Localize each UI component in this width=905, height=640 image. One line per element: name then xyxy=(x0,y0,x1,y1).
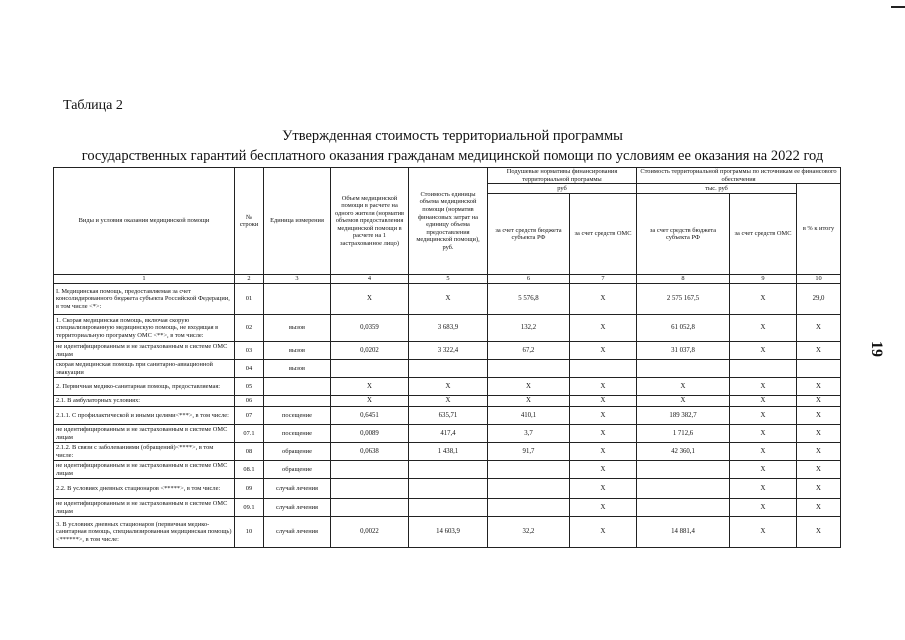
row-budget-per-capita: 3,7 xyxy=(488,425,570,443)
row-volume xyxy=(331,360,409,378)
row-unit: обращение xyxy=(264,443,331,461)
row-name: 2. Первичная медико-санитарная помощь, предоставляемая: xyxy=(54,378,235,396)
row-unit: случай лечения xyxy=(264,499,331,517)
row-budget-total: 31 037,8 xyxy=(637,342,730,360)
header-col3: Единица измерения xyxy=(264,168,331,275)
corner-mark xyxy=(891,6,905,8)
table-row xyxy=(54,499,841,517)
row-name: не идентифицированным и не застрахованным в системе ОМС лицам xyxy=(54,461,235,479)
row-unit: посещение xyxy=(264,407,331,425)
row-unit-cost: 3 683,9 xyxy=(409,315,488,342)
row-name: 2.2. В условиях дневных стационаров <*****>, в том числе: xyxy=(54,479,235,499)
row-number: 09.1 xyxy=(235,499,264,517)
row-oms-total: Х xyxy=(730,461,797,479)
header-group1-unit: руб xyxy=(488,184,637,194)
row-budget-per-capita: 5 576,8 xyxy=(488,284,570,315)
row-unit: случай лечения xyxy=(264,479,331,499)
row-volume: 0,6451 xyxy=(331,407,409,425)
row-unit-cost: 3 322,4 xyxy=(409,342,488,360)
col-number: 9 xyxy=(730,275,797,284)
row-oms-total: Х xyxy=(730,342,797,360)
page-number: 19 xyxy=(868,341,885,357)
row-number: 02 xyxy=(235,315,264,342)
row-name: не идентифицированным и не застрахованным в системе ОМС лицам xyxy=(54,499,235,517)
row-number: 05 xyxy=(235,378,264,396)
header-col2: № строки xyxy=(235,168,264,275)
row-unit xyxy=(264,396,331,407)
row-budget-total: 1 712,6 xyxy=(637,425,730,443)
row-unit-cost xyxy=(409,360,488,378)
row-percent: Х xyxy=(797,396,841,407)
row-percent: 29,0 xyxy=(797,284,841,315)
row-oms-total: Х xyxy=(730,315,797,342)
header-col9: за счет средств ОМС xyxy=(730,194,797,275)
title-line-2: государственных гарантий бесплатного оказания гражданам медицинской помощи по условиям ее оказания на 2022 год xyxy=(81,148,824,164)
row-oms-per-capita: Х xyxy=(570,342,637,360)
row-percent: Х xyxy=(797,443,841,461)
row-budget-total xyxy=(637,360,730,378)
row-budget-total xyxy=(637,479,730,499)
row-budget-per-capita: Х xyxy=(488,396,570,407)
row-number: 03 xyxy=(235,342,264,360)
row-budget-per-capita xyxy=(488,499,570,517)
row-budget-per-capita: Х xyxy=(488,378,570,396)
row-budget-per-capita xyxy=(488,360,570,378)
row-volume: Х xyxy=(331,284,409,315)
row-budget-total: Х xyxy=(637,396,730,407)
row-oms-total: Х xyxy=(730,396,797,407)
row-name: I. Медицинская помощь, предоставляемая за счет консолидированного бюджета субъекта Российской Федерации, в том числе <*>: xyxy=(54,284,235,315)
row-number: 08.1 xyxy=(235,461,264,479)
row-budget-total: 14 881,4 xyxy=(637,517,730,548)
row-percent: Х xyxy=(797,315,841,342)
row-name: не идентифицированным и не застрахованным в системе ОМС лицам xyxy=(54,342,235,360)
col-number: 6 xyxy=(488,275,570,284)
col-number: 5 xyxy=(409,275,488,284)
header-group2-unit: тыс. руб xyxy=(637,184,797,194)
row-percent: Х xyxy=(797,342,841,360)
row-budget-per-capita xyxy=(488,479,570,499)
header-col5: Стоимость единицы объема медицинской помощи (норматив финансовых затрат на единицу объема предоставления медицинской помощи), руб. xyxy=(409,168,488,275)
row-budget-total xyxy=(637,499,730,517)
row-unit-cost xyxy=(409,499,488,517)
row-oms-total: Х xyxy=(730,284,797,315)
col-number: 2 xyxy=(235,275,264,284)
header-col10: в % к итогу xyxy=(797,184,841,275)
row-oms-per-capita: Х xyxy=(570,517,637,548)
row-number: 01 xyxy=(235,284,264,315)
row-name: 2.1.2. В связи с заболеваниями (обращений)<****>, в том числе: xyxy=(54,443,235,461)
row-oms-per-capita xyxy=(570,360,637,378)
row-volume: 0,0638 xyxy=(331,443,409,461)
row-percent: Х xyxy=(797,499,841,517)
row-name: не идентифицированным и не застрахованным в системе ОМС лицам xyxy=(54,425,235,443)
table-label: Таблица 2 xyxy=(63,98,123,113)
row-unit: случай лечения xyxy=(264,517,331,548)
row-unit-cost xyxy=(409,479,488,499)
table-row xyxy=(54,425,841,443)
row-unit: вызов xyxy=(264,342,331,360)
row-percent: Х xyxy=(797,479,841,499)
row-name: 3. В условиях дневных стационаров (первичная медико-санитарная помощь, специализированная медицинская помощь) <******>, в том числе: xyxy=(54,517,235,548)
table-row xyxy=(54,342,841,360)
row-oms-total xyxy=(730,360,797,378)
row-unit: обращение xyxy=(264,461,331,479)
row-number: 09 xyxy=(235,479,264,499)
row-budget-per-capita: 67,2 xyxy=(488,342,570,360)
row-unit xyxy=(264,378,331,396)
title-line-1: Утвержденная стоимость территориальной программы xyxy=(282,128,623,144)
row-unit-cost: Х xyxy=(409,378,488,396)
col-number: 1 xyxy=(54,275,235,284)
row-unit-cost: 1 438,1 xyxy=(409,443,488,461)
row-budget-total: 189 382,7 xyxy=(637,407,730,425)
row-unit-cost: 635,71 xyxy=(409,407,488,425)
row-unit: вызов xyxy=(264,360,331,378)
table-row xyxy=(54,461,841,479)
row-budget-total: Х xyxy=(637,378,730,396)
row-unit-cost: 14 603,9 xyxy=(409,517,488,548)
col-number: 4 xyxy=(331,275,409,284)
row-unit-cost: 417,4 xyxy=(409,425,488,443)
col-number: 7 xyxy=(570,275,637,284)
row-unit-cost: Х xyxy=(409,396,488,407)
row-unit-cost xyxy=(409,461,488,479)
row-budget-per-capita: 32,2 xyxy=(488,517,570,548)
row-unit-cost: Х xyxy=(409,284,488,315)
row-oms-per-capita: Х xyxy=(570,284,637,315)
table-row xyxy=(54,396,841,407)
row-number: 07 xyxy=(235,407,264,425)
row-oms-total: Х xyxy=(730,499,797,517)
header-col1: Виды и условия оказания медицинской помощи xyxy=(54,168,235,275)
column-number-row xyxy=(54,275,841,284)
row-number: 04 xyxy=(235,360,264,378)
col-number: 3 xyxy=(264,275,331,284)
row-oms-per-capita: Х xyxy=(570,315,637,342)
table-row xyxy=(54,360,841,378)
row-budget-per-capita: 132,2 xyxy=(488,315,570,342)
row-volume: 0,0089 xyxy=(331,425,409,443)
header-col4: Объем медицинской помощи в расчете на одного жителя (норматив объемов предоставления медицинской помощи в расчете на 1 застрахованное лицо) xyxy=(331,168,409,275)
row-percent xyxy=(797,360,841,378)
col-number: 8 xyxy=(637,275,730,284)
row-volume xyxy=(331,461,409,479)
row-volume: Х xyxy=(331,378,409,396)
row-oms-total: Х xyxy=(730,443,797,461)
row-volume xyxy=(331,479,409,499)
row-oms-total: Х xyxy=(730,479,797,499)
row-budget-per-capita xyxy=(488,461,570,479)
row-budget-per-capita: 410,1 xyxy=(488,407,570,425)
table-body xyxy=(54,284,841,548)
row-oms-total: Х xyxy=(730,517,797,548)
row-name: 2.1.1. С профилактической и иными целями<***>, в том числе: xyxy=(54,407,235,425)
row-unit: посещение xyxy=(264,425,331,443)
table-row xyxy=(54,479,841,499)
row-budget-total: 61 052,8 xyxy=(637,315,730,342)
header-group2: Стоимость территориальной программы по источникам ее финансового обеспечения xyxy=(637,168,841,184)
row-oms-per-capita: Х xyxy=(570,378,637,396)
row-oms-per-capita: Х xyxy=(570,407,637,425)
row-volume: 0,0022 xyxy=(331,517,409,548)
row-oms-total: Х xyxy=(730,407,797,425)
row-oms-per-capita: Х xyxy=(570,396,637,407)
table-row xyxy=(54,378,841,396)
row-percent: Х xyxy=(797,407,841,425)
row-volume: Х xyxy=(331,396,409,407)
cost-table xyxy=(53,167,841,548)
col-number: 10 xyxy=(797,275,841,284)
row-volume xyxy=(331,499,409,517)
header-col6: за счет средств бюджета субъекта РФ xyxy=(488,194,570,275)
row-oms-per-capita: Х xyxy=(570,443,637,461)
row-number: 06 xyxy=(235,396,264,407)
row-budget-per-capita: 91,7 xyxy=(488,443,570,461)
row-oms-total: Х xyxy=(730,378,797,396)
row-oms-per-capita: Х xyxy=(570,461,637,479)
row-budget-total: 2 575 167,5 xyxy=(637,284,730,315)
row-oms-per-capita: Х xyxy=(570,499,637,517)
row-percent: Х xyxy=(797,517,841,548)
row-oms-total: Х xyxy=(730,425,797,443)
row-volume: 0,0202 xyxy=(331,342,409,360)
row-name: 2.1. В амбулаторных условиях: xyxy=(54,396,235,407)
row-number: 10 xyxy=(235,517,264,548)
header-group1: Подушевые нормативы финансирования территориальной программы xyxy=(488,168,637,184)
table-row xyxy=(54,443,841,461)
row-number: 07.1 xyxy=(235,425,264,443)
row-oms-per-capita: Х xyxy=(570,479,637,499)
row-percent: Х xyxy=(797,378,841,396)
table-row xyxy=(54,407,841,425)
row-percent: Х xyxy=(797,461,841,479)
row-oms-per-capita: Х xyxy=(570,425,637,443)
table-row xyxy=(54,517,841,548)
row-number: 08 xyxy=(235,443,264,461)
header-col7: за счет средств ОМС xyxy=(570,194,637,275)
table-row xyxy=(54,284,841,315)
row-budget-total xyxy=(637,461,730,479)
row-percent: Х xyxy=(797,425,841,443)
header-col8: за счет средств бюджета субъекта РФ xyxy=(637,194,730,275)
row-name: скорая медицинская помощь при санитарно-авиационной эвакуации xyxy=(54,360,235,378)
row-budget-total: 42 360,1 xyxy=(637,443,730,461)
row-volume: 0,0359 xyxy=(331,315,409,342)
row-unit: вызов xyxy=(264,315,331,342)
table-row xyxy=(54,315,841,342)
row-unit xyxy=(264,284,331,315)
row-name: 1. Скорая медицинская помощь, включая скорую специализированную медицинскую помощь, не входящая в территориальную программу ОМС <**>, в том числе: xyxy=(54,315,235,342)
